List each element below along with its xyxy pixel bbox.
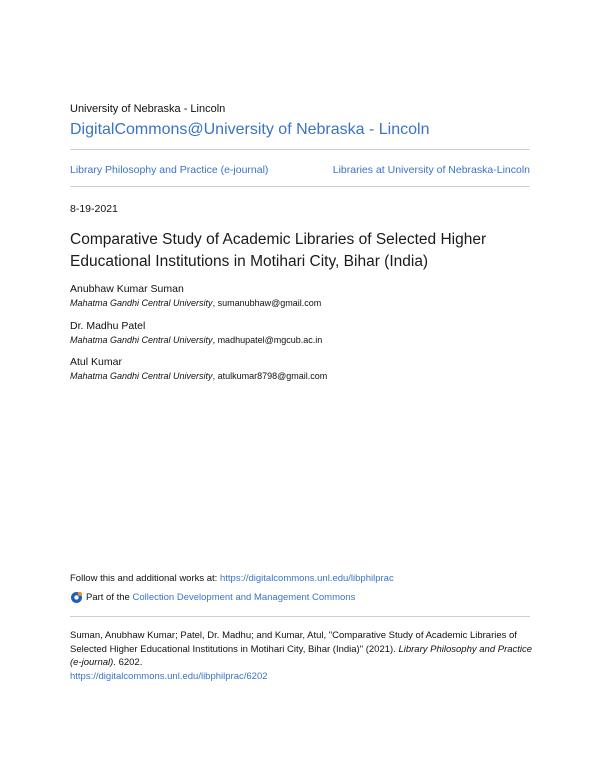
affiliation-name: Mahatma Gandhi Central University	[70, 298, 213, 308]
divider-bottom	[70, 616, 530, 617]
author-block-1	[70, 283, 321, 308]
publication-date: 8-19-2021	[70, 203, 118, 215]
affiliation-name: Mahatma Gandhi Central University	[70, 371, 213, 381]
affiliation-name: Mahatma Gandhi Central University	[70, 335, 213, 345]
divider-top	[70, 149, 530, 150]
journal-link[interactable]: Library Philosophy and Practice (e-journal)	[70, 164, 269, 176]
recommended-citation	[70, 629, 540, 683]
commons-link[interactable]: Collection Development and Management Commons	[132, 592, 356, 603]
citation-number: . 6202.	[113, 657, 143, 668]
author-block-3	[70, 356, 327, 381]
author-name: Anubhaw Kumar Suman	[70, 283, 184, 295]
author-affiliation	[70, 371, 327, 381]
follow-text: Follow this and additional works at:	[70, 573, 220, 584]
author-name: Dr. Madhu Patel	[70, 320, 146, 332]
author-affiliation	[70, 298, 321, 308]
author-email: , atulkumar8798@gmail.com	[212, 371, 328, 381]
author-affiliation	[70, 335, 322, 345]
partof-prefix: Part of the	[86, 592, 130, 603]
network-icon	[70, 591, 83, 604]
divider-nav	[70, 186, 530, 187]
institution-name: University of Nebraska - Lincoln	[70, 103, 226, 115]
author-email: , sumanubhaw@gmail.com	[212, 298, 322, 308]
part-of-line	[70, 591, 355, 604]
citation-journal: Library Philosophy and Practice (e-journal)	[70, 643, 533, 668]
citation-url-link[interactable]: https://digitalcommons.unl.edu/libphilprac/6202	[70, 670, 268, 682]
follow-line	[70, 573, 394, 584]
author-block-2	[70, 320, 322, 345]
libraries-link[interactable]: Libraries at University of Nebraska-Lincoln	[332, 164, 530, 176]
author-email: , madhupatel@mgcub.ac.in	[212, 335, 323, 345]
citation-text: Suman, Anubhaw Kumar; Patel, Dr. Madhu; and Kumar, Atul, "Comparative Study of Academic Libraries of Selected Higher Educational Institutions in Motihari City, Bihar (India)" (2021).	[70, 630, 517, 655]
paper-title: Comparative Study of Academic Libraries of Selected Higher Educational Institutions in Motihari City, Bihar (India)	[70, 231, 487, 270]
follow-url-link[interactable]: https://digitalcommons.unl.edu/libphilprac	[219, 573, 394, 584]
author-name: Atul Kumar	[70, 356, 122, 368]
repository-link[interactable]: DigitalCommons@University of Nebraska - Lincoln	[70, 121, 430, 138]
